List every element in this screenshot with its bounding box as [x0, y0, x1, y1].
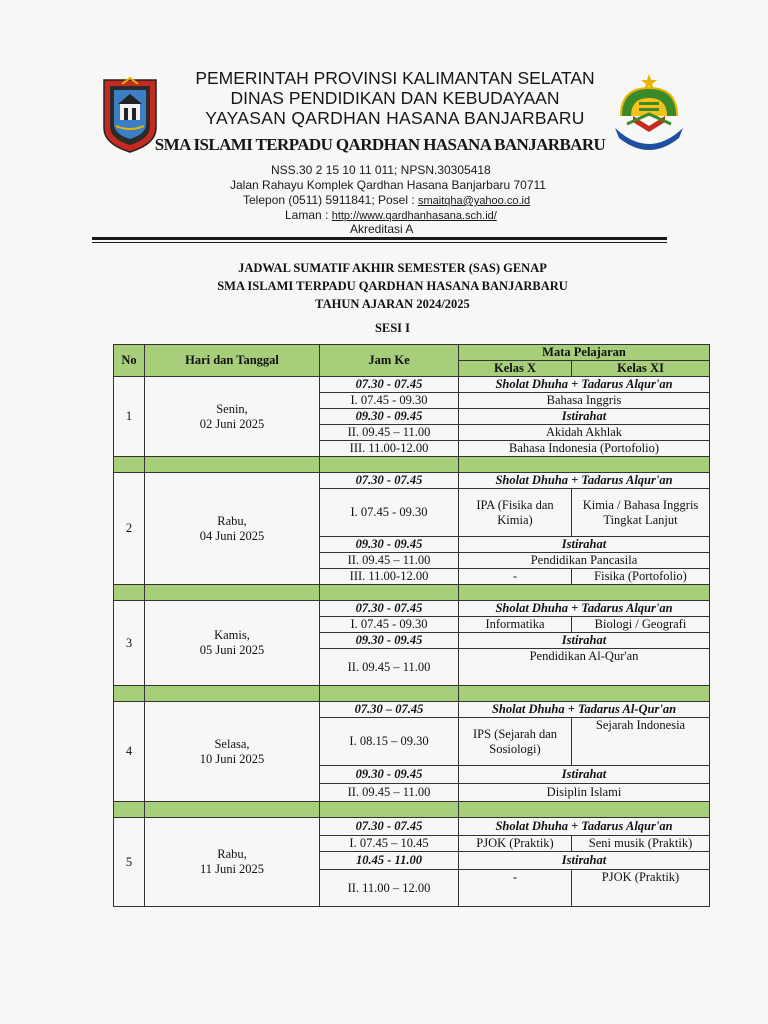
subject-cell: Sholat Dhuha + Tadarus Alqur'an — [459, 473, 710, 489]
header-subjects: Mata Pelajaran — [459, 345, 710, 361]
time-slot: 07.30 - 07.45 — [320, 601, 459, 617]
subject-kelas-xi: Seni musik (Praktik) — [572, 836, 710, 852]
time-slot: III. 11.00-12.00 — [320, 441, 459, 457]
table-row — [114, 601, 710, 617]
header-time: Jam Ke — [320, 345, 459, 377]
email-link[interactable]: smaitqha@yahoo.co.id — [418, 195, 531, 207]
day-date-cell — [145, 818, 320, 907]
subject-kelas-xi: PJOK (Praktik) — [572, 870, 710, 907]
day-name: Rabu, — [217, 513, 247, 528]
separator-row — [114, 802, 710, 818]
subject-kelas-x: - — [459, 569, 572, 585]
exam-schedule-table — [113, 344, 710, 907]
table-row — [114, 473, 710, 489]
time-slot: II. 09.45 – 11.00 — [320, 425, 459, 441]
time-slot: 09.30 - 09.45 — [320, 409, 459, 425]
subject-kelas-xi: Kimia / Bahasa Inggris Tingkat Lanjut — [572, 489, 710, 537]
subject-cell: Istirahat — [459, 852, 710, 870]
subject-cell: Istirahat — [459, 766, 710, 784]
subject-kelas-x: IPS (Sejarah dan Sosiologi) — [459, 718, 572, 766]
separator-row — [114, 585, 710, 601]
time-slot: I. 08.15 – 09.30 — [320, 718, 459, 766]
subject-kelas-xi: Fisika (Portofolio) — [572, 569, 710, 585]
time-slot: I. 07.45 – 10.45 — [320, 836, 459, 852]
time-slot: 07.30 - 07.45 — [320, 473, 459, 489]
subject-cell: Istirahat — [459, 409, 710, 425]
table-header-row — [114, 345, 710, 361]
subject-cell: Sholat Dhuha + Tadarus Alqur'an — [459, 818, 710, 836]
table-row — [114, 818, 710, 836]
day-date: 05 Juni 2025 — [199, 643, 265, 657]
day-number: 3 — [114, 601, 145, 686]
subject-kelas-x: IPA (Fisika dan Kimia) — [459, 489, 572, 537]
subject-cell: Sholat Dhuha + Tadarus Alqur'an — [459, 377, 710, 393]
time-slot: II. 11.00 – 12.00 — [320, 870, 459, 907]
header-divider-thin — [92, 242, 667, 243]
time-slot: 10.45 - 11.00 — [320, 852, 459, 870]
time-slot: III. 11.00-12.00 — [320, 569, 459, 585]
subject-cell: Istirahat — [459, 537, 710, 553]
website-link[interactable]: http://www.qardhanhasana.sch.id/ — [331, 210, 497, 222]
day-date: 02 Juni 2025 — [199, 416, 265, 431]
day-number: 4 — [114, 702, 145, 802]
phone-text: Telepon (0511) 5911841; Posel : — [243, 193, 419, 207]
subject-cell: Disiplin Islami — [459, 784, 710, 802]
day-date: 04 Juni 2025 — [199, 528, 265, 543]
time-slot: II. 09.45 – 11.00 — [320, 784, 459, 802]
time-slot: 07.30 - 07.45 — [320, 818, 459, 836]
time-slot: 09.30 - 09.45 — [320, 633, 459, 649]
table-row — [114, 702, 710, 718]
school-contact — [243, 193, 530, 207]
subject-kelas-x: PJOK (Praktik) — [459, 836, 572, 852]
table-row — [114, 377, 710, 393]
header-kelas-xi: Kelas XI — [572, 361, 710, 377]
time-slot: I. 07.45 - 09.30 — [320, 393, 459, 409]
letterhead-government: PEMERINTAH PROVINSI KALIMANTAN SELATAN — [195, 68, 595, 88]
day-date-cell — [145, 601, 320, 686]
subject-kelas-xi: Biologi / Geografi — [572, 617, 710, 633]
subject-cell: Akidah Akhlak — [459, 425, 710, 441]
day-date: 10 Juni 2025 — [199, 751, 265, 766]
subject-cell: Pendidikan Pancasila — [459, 553, 710, 569]
header-day: Hari dan Tanggal — [145, 345, 320, 377]
subject-kelas-xi: Sejarah Indonesia — [572, 718, 710, 766]
subject-cell: Pendidikan Al-Qur'an — [459, 649, 710, 686]
time-slot: I. 07.45 - 09.30 — [320, 617, 459, 633]
session-label: SESI I — [374, 321, 411, 335]
day-name: Rabu, — [217, 847, 247, 861]
subject-kelas-x: Informatika — [459, 617, 572, 633]
subject-cell: Sholat Dhuha + Tadarus Al-Qur'an — [459, 702, 710, 718]
time-slot: I. 07.45 - 09.30 — [320, 489, 459, 537]
doc-academic-year: TAHUN AJARAN 2024/2025 — [315, 297, 470, 311]
website-label: Laman : — [285, 208, 332, 222]
day-name: Kamis, — [214, 628, 250, 642]
day-date-cell — [145, 702, 320, 802]
header-divider — [92, 237, 667, 240]
day-name: Selasa, — [214, 736, 250, 751]
subject-cell: Sholat Dhuha + Tadarus Alqur'an — [459, 601, 710, 617]
time-slot: II. 09.45 – 11.00 — [320, 649, 459, 686]
doc-subtitle: SMA ISLAMI TERPADU QARDHAN HASANA BANJARBARU — [217, 279, 568, 293]
day-date-cell — [145, 377, 320, 457]
separator-row — [114, 457, 710, 473]
subject-cell: Istirahat — [459, 633, 710, 649]
header-no: No — [114, 345, 145, 377]
day-name: Senin, — [216, 401, 248, 416]
separator-row — [114, 686, 710, 702]
day-number: 1 — [114, 377, 145, 457]
school-nss: NSS.30 2 15 10 11 011; NPSN.30305418 — [271, 163, 491, 177]
time-slot: 07.30 – 07.45 — [320, 702, 459, 718]
day-date-cell — [145, 473, 320, 585]
letterhead-department: DINAS PENDIDIKAN DAN KEBUDAYAAN — [230, 88, 560, 108]
time-slot: 07.30 - 07.45 — [320, 377, 459, 393]
subject-cell: Bahasa Indonesia (Portofolio) — [459, 441, 710, 457]
accreditation: Akreditasi A — [350, 222, 414, 236]
school-address: Jalan Rahayu Komplek Qardhan Hasana Banjarbaru 70711 — [230, 178, 546, 192]
letterhead-foundation: YAYASAN QARDHAN HASANA BANJARBARU — [205, 108, 585, 128]
time-slot: 09.30 - 09.45 — [320, 537, 459, 553]
header-kelas-x: Kelas X — [459, 361, 572, 377]
letterhead-school-name: SMA ISLAMI TERPADU QARDHAN HASANA BANJARBARU — [154, 135, 606, 154]
day-number: 2 — [114, 473, 145, 585]
subject-kelas-x: - — [459, 870, 572, 907]
school-website — [285, 208, 497, 222]
subject-cell: Bahasa Inggris — [459, 393, 710, 409]
time-slot: II. 09.45 – 11.00 — [320, 553, 459, 569]
day-date: 11 Juni 2025 — [199, 862, 265, 876]
time-slot: 09.30 - 09.45 — [320, 766, 459, 784]
doc-title: JADWAL SUMATIF AKHIR SEMESTER (SAS) GENAP — [238, 261, 547, 275]
day-number: 5 — [114, 818, 145, 907]
